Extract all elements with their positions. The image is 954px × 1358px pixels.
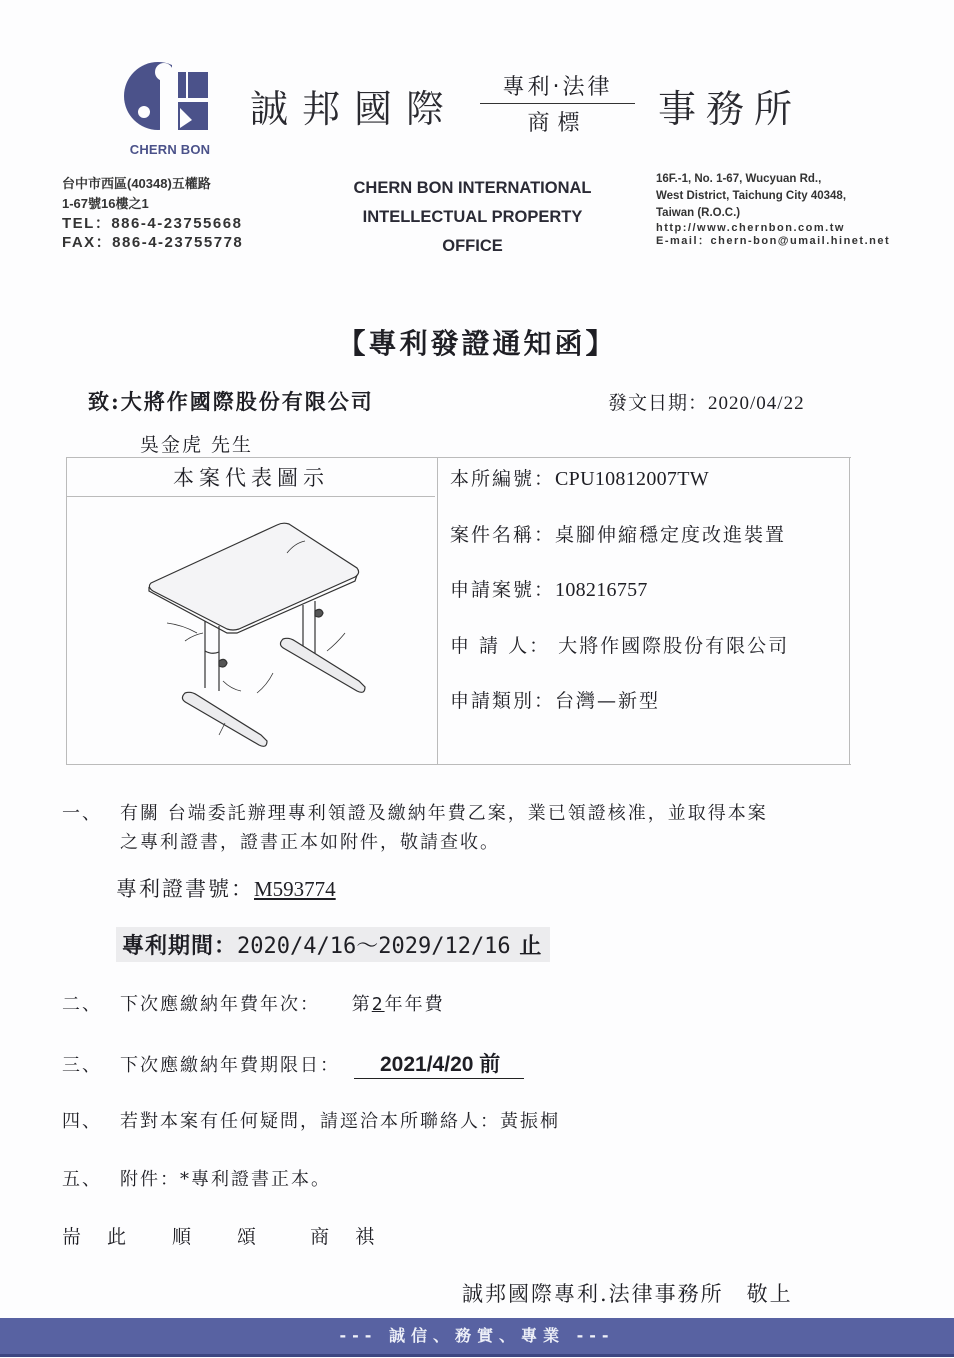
applicant-value: 大將作國際股份有限公司	[550, 635, 790, 657]
firm-ref-row	[450, 464, 709, 491]
patent-term-label: 專利期間：	[122, 933, 238, 959]
application-no-value: 108216757	[555, 579, 648, 601]
tel: TEL：886-4-23755668	[62, 215, 243, 232]
firm-name-en-line1: CHERN BON INTERNATIONAL	[353, 179, 592, 197]
chern-bon-logo	[122, 58, 214, 134]
table-patent-drawing-icon	[127, 513, 427, 753]
closing-word: 祺	[355, 1226, 375, 1248]
closing-word: 此	[107, 1226, 127, 1248]
patent-term-suffix: 止	[519, 933, 543, 959]
logo-text: CHERN BON	[129, 142, 211, 157]
firm-services	[480, 70, 635, 137]
firm-name-en-line2: INTELLECTUAL PROPERTY	[362, 208, 583, 226]
item-4-text: 若對本案有任何疑問，請逕洽本所聯絡人：黃振桐	[120, 1111, 560, 1132]
item-1-text: 有關 台端委託辦理專利領證及繳納年費乙案，業已領證核准，並取得本案	[120, 803, 768, 824]
closing-word: 頌	[237, 1226, 257, 1248]
closing-word: 順	[172, 1226, 192, 1248]
closing-salutation	[62, 1222, 400, 1249]
firm-services-bottom: 商標	[527, 111, 588, 136]
firm-services-top: 專利‧法律	[480, 70, 635, 104]
contact-person: 吳金虎 先生	[140, 434, 254, 456]
address-cn-line2: 1-67號16樓之1	[62, 196, 149, 211]
address-cn	[62, 174, 243, 252]
item-2-number: 二、	[62, 994, 102, 1015]
item-1-text-line2: 之專利證書，證書正本如附件，敬請查收。	[120, 832, 500, 853]
certificate-number-label: 專利證書號：	[116, 877, 254, 901]
item-4	[62, 1107, 560, 1133]
item-4-number: 四、	[62, 1111, 102, 1132]
application-type-value: 台灣—新型	[555, 690, 661, 712]
application-no-row	[450, 575, 648, 602]
firm-office-cn: 事務所	[658, 87, 803, 131]
item-2-label: 下次應繳納年費年次：	[120, 994, 320, 1015]
application-type-label: 申請類別：	[450, 690, 556, 712]
issue-date-value: 2020/04/22	[708, 393, 805, 414]
document-title: 【專利發證通知函】	[337, 327, 617, 360]
address-en-line2: West District, Taichung City 40348,	[656, 190, 847, 202]
footer-motto-band: --- 誠信、務實、專業 ---	[0, 1318, 954, 1357]
signature: 誠邦國際專利.法律事務所 敬上	[462, 1282, 793, 1306]
figure-panel	[66, 458, 438, 764]
issue-date	[608, 388, 805, 415]
item-2-prefix: 第	[351, 994, 372, 1015]
case-name-value: 桌腳伸縮穩定度改進裝置	[555, 524, 787, 546]
application-type-row	[450, 686, 660, 713]
item-3-label: 下次應繳納年費期限日：	[120, 1055, 340, 1076]
firm-ref-label: 本所編號：	[450, 468, 556, 490]
firm-name-cn: 誠邦國際	[250, 87, 459, 131]
firm-name-en-line3: OFFICE	[442, 237, 503, 255]
figure-header: 本案代表圖示	[67, 458, 435, 497]
recipient: 致:大將作國際股份有限公司	[88, 389, 374, 414]
details-panel	[436, 458, 850, 764]
item-2-year: 2	[371, 994, 385, 1015]
certificate-number	[116, 873, 336, 903]
address-en-line3: Taiwan (R.O.C.)	[656, 207, 741, 219]
item-1	[62, 799, 768, 825]
website-link[interactable]: http://www.chernbon.com.tw	[656, 222, 845, 234]
address-cn-line1: 台中市西區(40348)五權路	[62, 176, 211, 191]
issue-date-label: 發文日期：	[608, 392, 709, 414]
closing-word: 商	[310, 1226, 330, 1248]
item-5-text: 附件：*專利證書正本。	[120, 1169, 331, 1190]
closing-word: 耑	[62, 1226, 82, 1248]
patent-term-value: 2020/4/16～2029/12/16	[237, 934, 511, 959]
item-3-number: 三、	[62, 1055, 102, 1076]
applicant-label: 申 請 人：	[450, 635, 551, 657]
case-info-table	[66, 457, 851, 765]
certificate-number-value: M593774	[254, 877, 336, 901]
application-no-label: 申請案號：	[450, 579, 556, 601]
fax: FAX：886-4-23755778	[62, 234, 244, 251]
email-link[interactable]: E-mail：chern-bon@umail.hinet.net	[656, 235, 891, 247]
item-5	[62, 1165, 331, 1191]
address-en	[656, 171, 890, 248]
item-1-number: 一、	[62, 803, 102, 824]
firm-ref-value: CPU10812007TW	[555, 468, 709, 490]
item-5-number: 五、	[62, 1169, 102, 1190]
address-en-line1: 16F.-1, No. 1-67, Wucyuan Rd.,	[656, 173, 822, 185]
applicant-row	[450, 631, 789, 658]
firm-name-en	[330, 174, 615, 261]
item-2	[62, 990, 445, 1016]
patent-term	[116, 927, 550, 962]
case-name-row	[450, 520, 786, 547]
case-name-label: 案件名稱：	[450, 524, 556, 546]
item-2-suffix: 年年費	[384, 994, 445, 1015]
item-3	[62, 1048, 524, 1079]
payment-deadline: 2021/4/20 前	[354, 1048, 524, 1079]
